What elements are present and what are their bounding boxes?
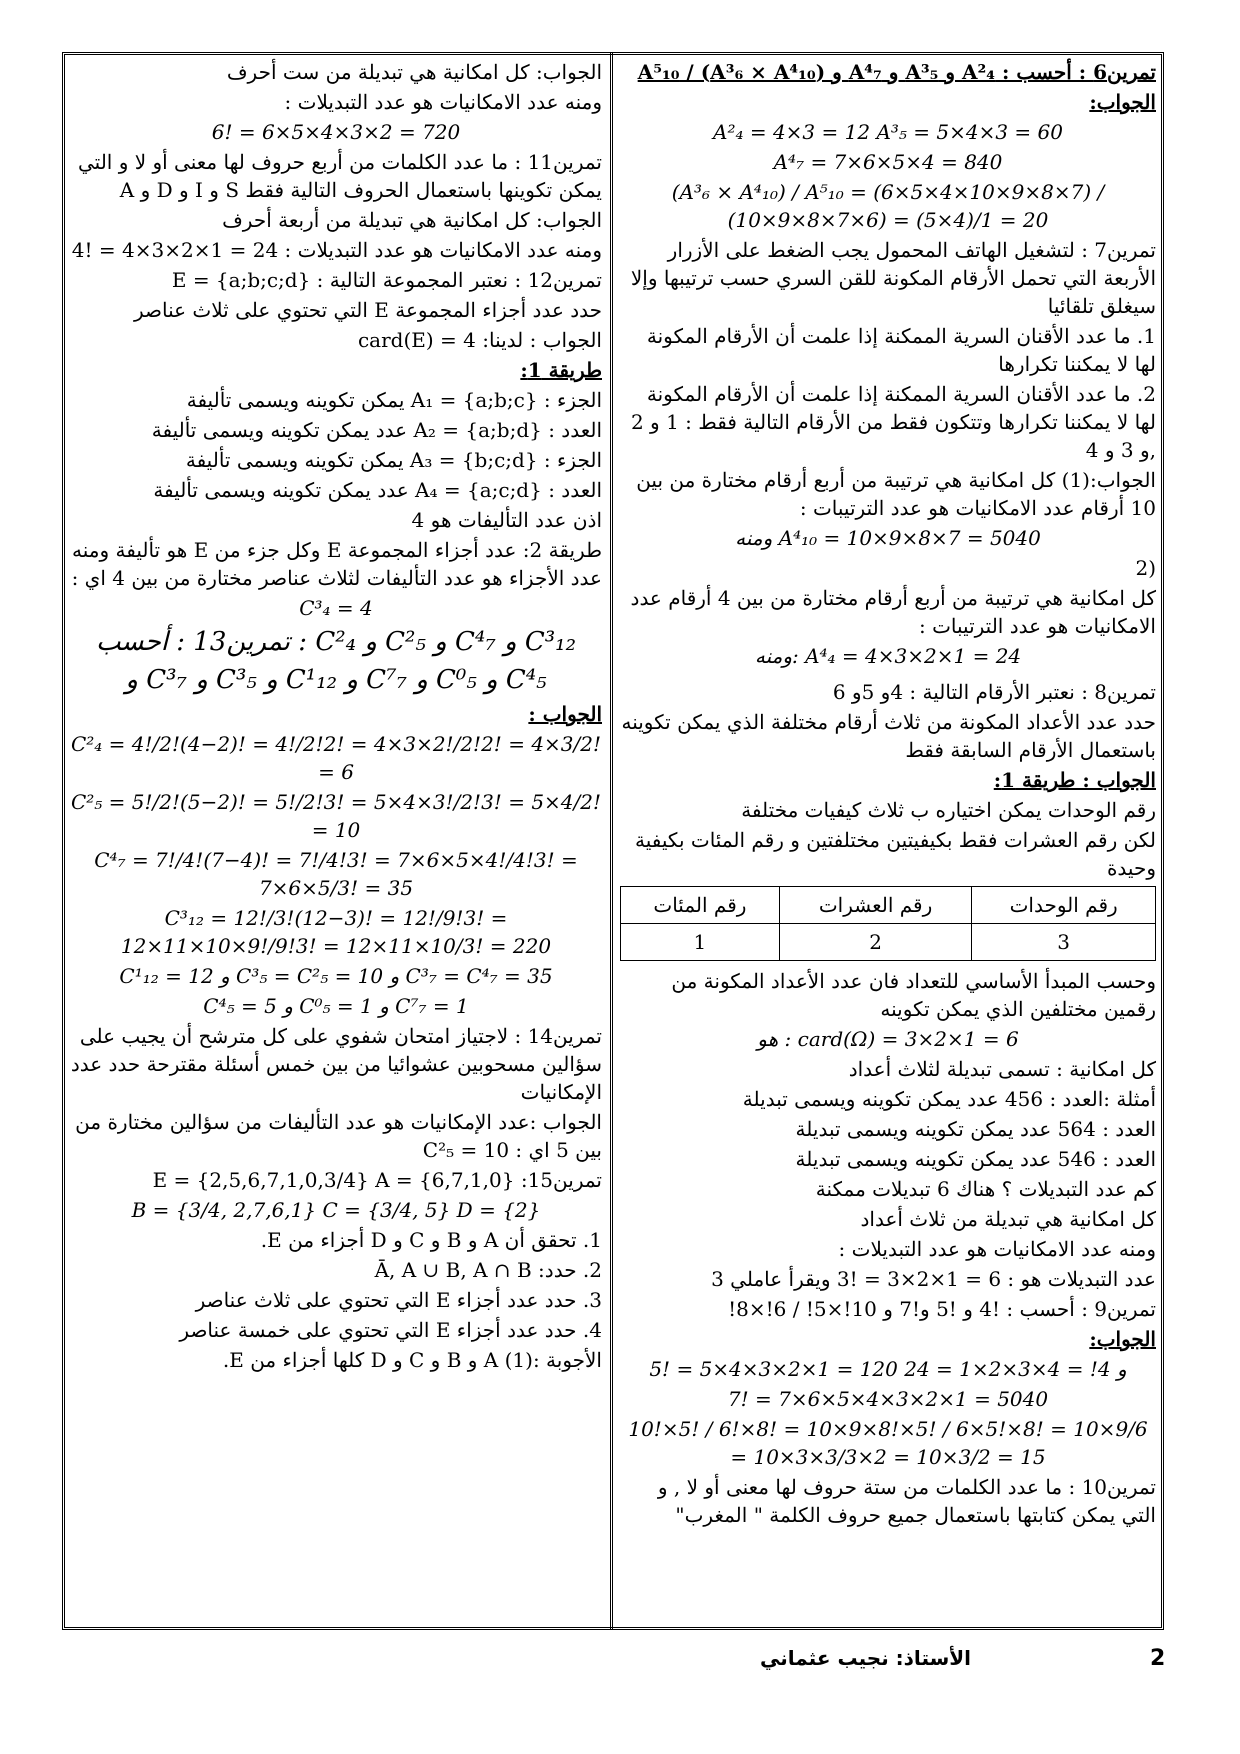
text-line: ومنه عدد الامكانيات هو عدد التبديلات : 24 = 1×2×3×4 = !4 <box>71 238 602 262</box>
digits-table <box>620 886 1156 961</box>
math-line: هو : card(Ω) = 3×2×1 = 6 <box>757 1027 1019 1051</box>
math-line: 10!×5! / 6!×8! = 10×9×8!×5! / 6×5!×8! = 10×9/6 = 10×3×3/3×2 = 10×3/2 = 15 <box>628 1417 1148 1469</box>
text-line: العدد : A₄ = {a;c;d} عدد يمكن تكوينه ويسمى تأليفة <box>153 478 602 502</box>
text-line: كل امكانية هي ترتيبة من أربع أرقام مختارة من بين 4 أرقام عدد الامكانيات هو عدد الترتيبات : <box>630 586 1156 638</box>
text-line: وحسب المبدأ الأساسي للتعداد فان عدد الأعداد المكونة من رقمين مختلفين الذي يمكن تكوينه <box>671 969 1156 1021</box>
math-line: A²₄ = 4×3 = 12 A³₅ = 5×4×3 = 60 <box>713 120 1063 144</box>
text-line: حدد عدد الأعداد المكونة من ثلاث أرقام مختلفة الذي يمكن تكوينه باستعمال الأرقام السابقة فقط <box>621 710 1156 762</box>
text-line: 1. ما عدد الأقنان السرية الممكنة إذا علمت أن الأرقام المكونة لها لا يمكننا تكرارها <box>646 324 1156 376</box>
math-line: A⁴₇ = 7×6×5×4 = 840 <box>773 150 1003 174</box>
text-line: الجواب: كل امكانية هي تبديلة من ست أحرف <box>226 60 602 84</box>
text-line: كل امكانية هي تبديلة من ثلاث أعداد <box>860 1207 1156 1231</box>
table-cell: 1 <box>621 924 780 961</box>
text-line: تمرين8 : نعتبر الأرقام التالية : 4و 5و 6 <box>832 680 1156 704</box>
section-heading: الجواب: <box>1089 90 1156 114</box>
text-line: الجزء : A₁ = {a;b;c} يمكن تكوينه ويسمى تأليفة <box>186 388 602 412</box>
table-header-cell: رقم المئات <box>621 887 780 924</box>
text-line: تمرين12 : نعتبر المجموعة التالية : E = {a;b;c;d} <box>171 268 602 292</box>
column-divider <box>610 52 613 1630</box>
author-name: الأستاذ: نجيب عثماني <box>760 1646 972 1670</box>
text-line: عدد التبديلات هو : 6 = 1×2×3 = !3 ويقرأ عاملي 3 <box>711 1267 1156 1291</box>
math-line: ومنه: A⁴₄ = 4×3×2×1 = 24 <box>754 644 1022 668</box>
text-line: 2. ما عدد الأقنان السرية الممكنة إذا علمت أن الأرقام المكونة لها لا يمكننا تكرارها وتتكون فقط من الأرقام التالية فقط : 1 و 2 ,و 3 و 4 <box>630 382 1156 462</box>
text-line: تمرين10 : ما عدد الكلمات من ستة حروف لها معنى أو لا , و التي يمكن كتابتها باستعمال جميع حروف الكلمة " المغرب" <box>657 1475 1156 1527</box>
text-line: العدد : 564 عدد يمكن تكوينه ويسمى تبديلة <box>795 1117 1156 1141</box>
text-line: كل امكانية : تسمى تبديلة لثلاث أعداد <box>848 1057 1156 1081</box>
text-line: الجواب:(1) كل امكانية هي ترتيبة من أربع أرقام مختارة من بين 10 أرقام عدد الامكانيات هو عدد الترتيبات : <box>636 468 1156 520</box>
text-line: تمرين11 : ما عدد الكلمات من أربع حروف لها معنى أو لا و التي يمكن تكوينها باستعمال الحروف التالية فقط S و I و D و A <box>77 150 602 202</box>
math-line: B = {3/4, 2,7,6,1} C = {3/4, 5} D = {2} <box>131 1198 541 1222</box>
text-line: الجواب : لدينا: card(E) = 4 <box>357 328 602 352</box>
table-header-cell: رقم العشرات <box>779 887 972 924</box>
section-heading: الجواب : <box>528 702 602 726</box>
text-line: (2 <box>1135 556 1156 580</box>
section-heading: الجواب: <box>1089 1327 1156 1351</box>
right-column <box>620 58 1156 1531</box>
math-line: C²₄ = 4!/2!(4−2)! = 4!/2!2! = 4×3×2!/2!2! = 4×3/2! = 6 <box>70 732 602 784</box>
text-line: العدد : A₂ = {a;b;d} عدد يمكن تكوينه ويسمى تأليفة <box>151 418 602 442</box>
math-line: C⁴₇ = 7!/4!(7−4)! = 7!/4!3! = 7×6×5×4!/4!3! = 7×6×5/3! = 35 <box>94 848 578 900</box>
text-line: الجواب :عدد الإمكانيات هو عدد التأليفات من سؤالين مختارة من بين 5 اي : C²₅ = 10 <box>75 1110 602 1162</box>
math-line: C³₁₂ = 12!/3!(12−3)! = 12!/9!3! = 12×11×10×9!/9!3! = 12×11×10/3! = 220 <box>120 906 552 958</box>
math-line: 6! = 6×5×4×3×2 = 720 <box>211 120 461 144</box>
section-heading: طريقة 1: <box>520 358 602 382</box>
text-line: الجواب: كل امكانية هي تبديلة من أربعة أحرف <box>222 208 602 232</box>
text-line: طريقة 2: عدد أجزاء المجموعة E وكل جزء من E هو تأليفة ومنه عدد الأجزاء هو عدد التأليفات لثلاث عناصر مختارة من بين 4 اي : <box>71 538 602 590</box>
text-line: لكن رقم العشرات فقط بكيفيتين مختلفتين و رقم المئات بكيفية وحيدة <box>635 828 1156 880</box>
table-cell: 3 <box>972 924 1156 961</box>
math-line: C³₄ = 4 <box>299 596 373 620</box>
text-line: تمرين7 : لتشغيل الهاتف المحمول يجب الضغط على الأزرار الأربعة التي تحمل الأرقام المكونة للقن السري حسب ترتيبها وإلا سيغلق تلقائيا <box>630 238 1156 318</box>
table-header-cell: رقم الوحدات <box>972 887 1156 924</box>
text-line: 1. تحقق أن A و B و C و D أجزاء من E. <box>260 1228 602 1252</box>
text-line: الأجوبة :(1) A و B و C و D كلها أجزاء من E. <box>222 1348 602 1372</box>
text-line: تمرين14 : لاجتياز امتحان شفوي على كل مترشح أن يجيب على سؤالين مسحوبين عشوائيا من بين خمس أسئلة مقترحة حدد عدد الإمكانيات <box>70 1024 602 1104</box>
math-line: 5! = 5×4×3×2×1 = 120 و 4! = 4×3×2×1 = 24 <box>649 1357 1127 1381</box>
text-line: ومنه عدد الامكانيات هو عدد التبديلات : <box>284 90 602 114</box>
math-line: C¹₁₂ = 12 و C³₅ = C²₅ = 10 و C³₇ = C⁴₇ = 35 <box>119 964 553 988</box>
text-line: 4. حدد عدد أجزاء E التي تحتوي على خمسة عناصر <box>179 1318 602 1342</box>
text-line: حدد عدد أجزاء المجموعة E التي تحتوي على ثلاث عناصر <box>133 298 602 322</box>
section-heading: تمرين6 : أحسب : A²₄ و A³₅ و A⁴₇ و (A³₆ × A⁴₁₀) / A⁵₁₀ <box>637 60 1156 84</box>
math-line: C²₅ = 5!/2!(5−2)! = 5!/2!3! = 5×4×3!/2!3! = 5×4/2! = 10 <box>70 790 602 842</box>
text-line: 2. حدد: Ā, A ∪ B, A ∩ B <box>374 1258 602 1282</box>
text-line: كم عدد التبديلات ؟ هناك 6 تبديلات ممكنة <box>815 1177 1156 1201</box>
math-line: 7! = 7×6×5×4×3×2×1 = 5040 <box>727 1387 1049 1411</box>
text-line: ومنه عدد الامكانيات هو عدد التبديلات : <box>838 1237 1156 1261</box>
page-number: 2 <box>1150 1646 1166 1671</box>
text-line: أمثلة :العدد : 456 عدد يمكن تكوينه ويسمى تبديلة <box>742 1087 1156 1111</box>
math-line: ومنه A⁴₁₀ = 10×9×8×7 = 5040 <box>735 526 1041 550</box>
text-line: 3. حدد عدد أجزاء E التي تحتوي على ثلاث عناصر <box>195 1288 602 1312</box>
math-line: و C³₇ و C³₅ و C¹₁₂ و C⁷₇ و C⁰₅ و C⁴₅ <box>125 665 547 695</box>
text-line: تمرين9 : أحسب : !4 و !5 و!7 و 10!×5! / 6!×8! <box>728 1297 1156 1321</box>
text-line: اذن عدد التأليفات هو 4 <box>411 508 602 532</box>
text-line: العدد : 546 عدد يمكن تكوينه ويسمى تبديلة <box>795 1147 1156 1171</box>
text-line: تمرين15: E = {2,5,6,7,1,0,3/4} A = {6,7,1,0} <box>152 1168 602 1192</box>
text-line: رقم الوحدات يمكن اختياره ب ثلاث كيفيات مختلفة <box>741 798 1156 822</box>
math-line: تمرين13 : أحسب : C²₄ و C²₅ و C⁴₇ و C³₁₂ <box>95 627 577 657</box>
math-line: C⁴₅ = 5 و C⁰₅ = 1 و C⁷₇ = 1 <box>203 994 469 1018</box>
text-line: الجزء : A₃ = {b;c;d} يمكن تكوينه ويسمى تأليفة <box>185 448 602 472</box>
left-column <box>70 58 602 1376</box>
section-heading: الجواب : طريقة 1: <box>993 768 1156 792</box>
table-cell: 2 <box>779 924 972 961</box>
math-line: (A³₆ × A⁴₁₀) / A⁵₁₀ = (6×5×4×10×9×8×7) / (10×9×8×7×6) = (5×4)/1 = 20 <box>671 180 1105 232</box>
